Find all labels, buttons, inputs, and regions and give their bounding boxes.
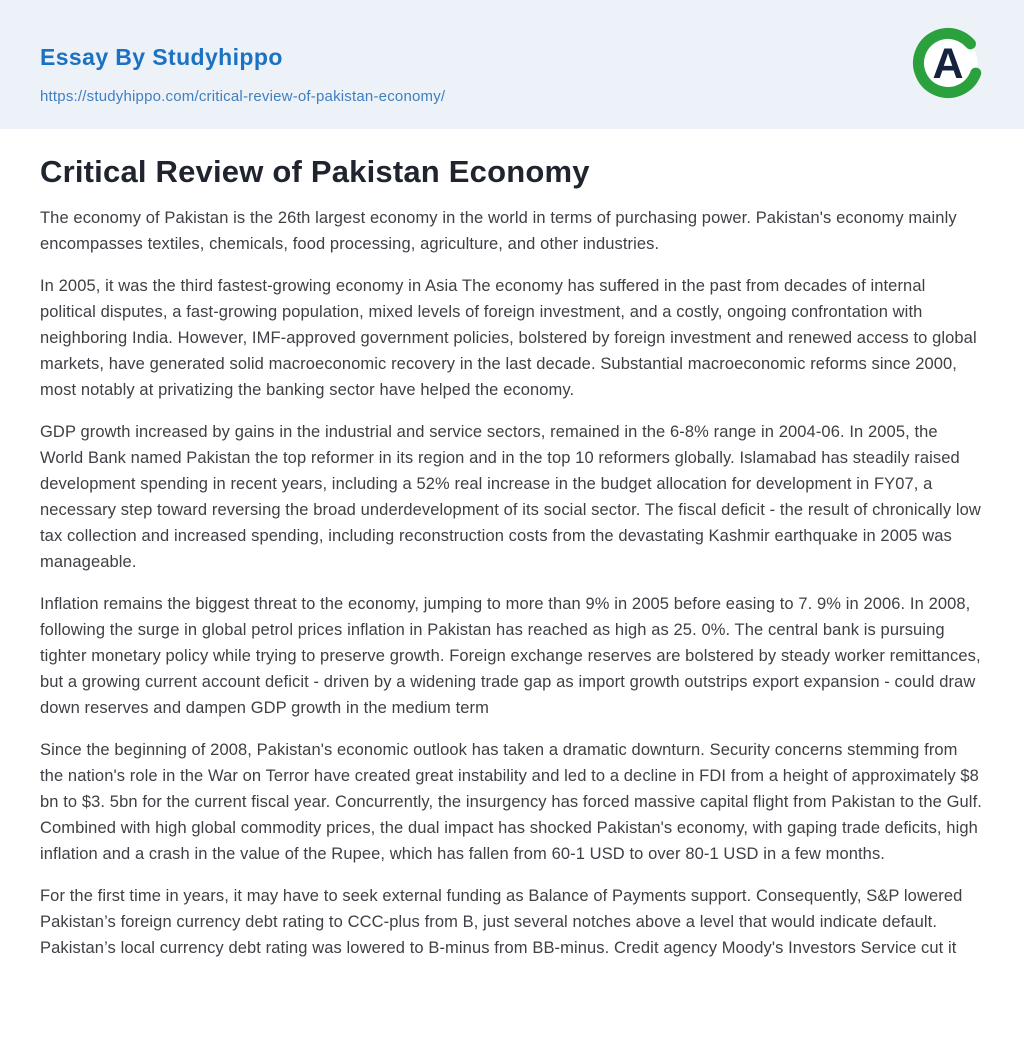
logo-letter: A [932, 40, 964, 88]
essay-paragraph: For the first time in years, it may have to seek external funding as Balance of Payments support. Consequently, S&P lowered Pakistan’s foreign currency debt rating to CCC-plus from B, just several notches above a level that would indicate default. Pakistan’s local currency debt rating was lowered to B-minus from BB-minus. Credit agency Moody's Investors Service cut it [40, 887, 963, 957]
essay-url[interactable]: https://studyhippo.com/critical-review-of-pakistan-economy/ [40, 88, 446, 105]
essay-body [0, 129, 1024, 1001]
essay-title: Critical Review of Pakistan Economy [40, 154, 590, 189]
logo-a-icon [912, 27, 984, 99]
essay-paragraph: Since the beginning of 2008, Pakistan's economic outlook has taken a dramatic downturn. Security concerns stemming from the nation's role in the War on Terror have created great instability and led to a decline in FDI from a height of approximately $8 bn to $3. 5bn for the current fiscal year. Concurrently, the insurgency has forced massive capital flight from Pakistan to the Gulf. Combined with high global commodity prices, the dual impact has shocked Pakistan's economy, with gaping trade deficits, high inflation and a crash in the value of the Rupee, which has fallen from 60-1 USD to over 80-1 USD in a few months. [40, 741, 982, 863]
studyhippo-logo [912, 27, 984, 99]
essay-paragraph: Inflation remains the biggest threat to the economy, jumping to more than 9% in 2005 before easing to 7. 9% in 2006. In 2008, following the surge in global petrol prices inflation in Pakistan has reached as high as 25. 0%. The central bank is pursuing tighter monetary policy while trying to preserve growth. Foreign exchange reserves are bolstered by steady worker remittances, but a growing current account deficit - driven by a widening trade gap as import growth outstrips export expansion - could draw down reserves and dampen GDP growth in the medium term [40, 595, 981, 717]
site-title: Essay By Studyhippo [40, 44, 283, 70]
essay-paragraph: The economy of Pakistan is the 26th largest economy in the world in terms of purchasing power. Pakistan's economy mainly encompasses textiles, chemicals, food processing, agriculture, and other industries. [40, 209, 957, 253]
essay-paragraph: GDP growth increased by gains in the industrial and service sectors, remained in the 6-8% range in 2004-06. In 2005, the World Bank named Pakistan the top reformer in its region and in the top 10 reformers globally. Islamabad has steadily raised development spending in recent years, including a 52% real increase in the budget allocation for development in FY07, a necessary step toward reversing the broad underdevelopment of its social sector. The fiscal deficit - the result of chronically low tax collection and increased spending, including reconstruction costs from the devastating Kashmir earthquake in 2005 was manageable. [40, 423, 981, 571]
essay-paragraph: In 2005, it was the third fastest-growing economy in Asia The economy has suffered in the past from decades of internal political disputes, a fast-growing population, mixed levels of foreign investment, and a costly, ongoing confrontation with neighboring India. However, IMF-approved government policies, bolstered by foreign investment and renewed access to global markets, have generated solid macroeconomic recovery in the last decade. Substantial macroeconomic reforms since 2000, most notably at privatizing the banking sector have helped the economy. [40, 277, 977, 399]
site-header [0, 0, 1024, 129]
